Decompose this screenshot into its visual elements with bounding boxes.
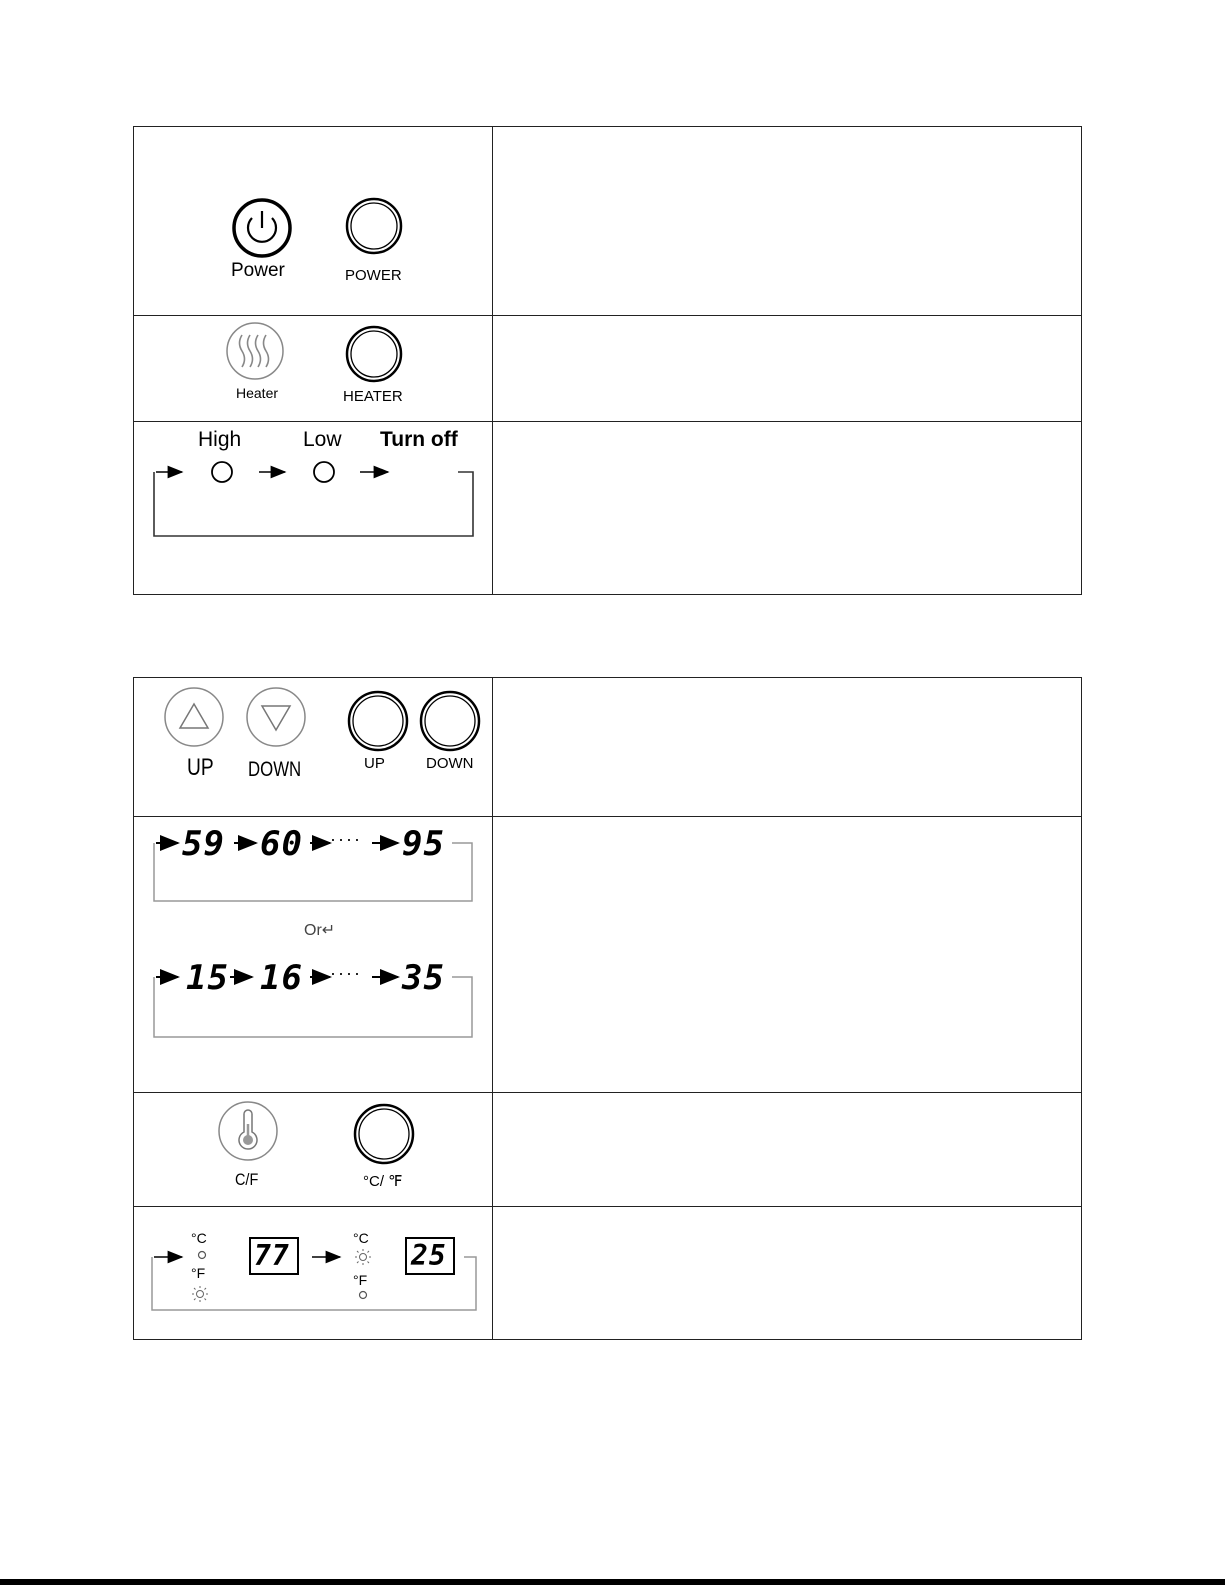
- cycle-low-label: Low: [303, 428, 342, 451]
- heater-cycle-row: [134, 421, 1081, 595]
- unit-cycle-row: [134, 1206, 1081, 1340]
- down-button[interactable]: [419, 690, 481, 752]
- controls-table-2: [133, 677, 1082, 1340]
- power-button-label: POWER: [345, 267, 402, 284]
- heater-cycle-description-cell: [493, 422, 1081, 595]
- cycle-high-label: High: [198, 428, 242, 451]
- or-label: Or↵: [304, 922, 336, 939]
- page-bottom-rule: [0, 1579, 1225, 1585]
- celsius-mark-2: °C: [353, 1230, 369, 1246]
- unit-button-label: °C/ ℉: [363, 1173, 403, 1190]
- unit-icon-label: C/F: [235, 1170, 259, 1189]
- updown-illustration-cell: [134, 678, 493, 816]
- heater-row: [134, 315, 1081, 421]
- heater-button[interactable]: [345, 325, 403, 383]
- down-button-label: DOWN: [426, 755, 474, 772]
- fahrenheit-led-lit-icon: [192, 1286, 208, 1302]
- cycle-off-label: Turn off: [380, 428, 458, 451]
- unit-cycle-description-cell: [493, 1207, 1081, 1340]
- power-icon-label: Power: [231, 260, 285, 281]
- celsius-led-lit-icon: [355, 1249, 371, 1265]
- power-button[interactable]: [345, 197, 403, 255]
- up-button-label: UP: [364, 755, 385, 772]
- updown-description-cell: [493, 678, 1081, 816]
- heater-cycle-illustration-cell: [134, 422, 493, 595]
- temp-c-max-display: 35: [402, 958, 445, 998]
- temperature-range-row: [134, 816, 1081, 1092]
- unit-description-cell: [493, 1093, 1081, 1206]
- high-indicator-icon: [212, 462, 232, 482]
- power-icon: [231, 197, 293, 259]
- temp-f-next-display: 60: [260, 824, 303, 864]
- unit-toggle-button[interactable]: [353, 1103, 415, 1165]
- temperature-range-description-cell: [493, 817, 1081, 1092]
- up-button[interactable]: [347, 690, 409, 752]
- fahrenheit-mark-1: °F: [191, 1265, 206, 1281]
- up-arrow-icon: [163, 686, 225, 748]
- unit-row: [134, 1092, 1081, 1206]
- down-arrow-icon: [245, 686, 307, 748]
- heater-cycle-diagram: [134, 422, 492, 596]
- fahrenheit-mark-2: °F: [353, 1272, 368, 1288]
- temp-c-ellipsis: ····: [330, 963, 362, 983]
- thermometer-icon: [217, 1100, 279, 1162]
- display-value-c: 25: [411, 1239, 447, 1272]
- temp-c-min-display: 15: [186, 958, 229, 998]
- celsius-led-off-icon: [199, 1252, 206, 1259]
- controls-table-1: [133, 126, 1082, 595]
- heater-icon: [225, 321, 285, 381]
- cycle-loop-line: [154, 472, 473, 536]
- heater-icon-label: Heater: [236, 385, 279, 401]
- celsius-mark-1: °C: [191, 1230, 207, 1246]
- up-icon-label: UP: [187, 754, 214, 781]
- heater-description-cell: [493, 316, 1081, 421]
- power-row: [134, 127, 1081, 315]
- power-description-cell: [493, 127, 1081, 315]
- display-value-f: 77: [254, 1239, 290, 1272]
- unit-illustration-cell: [134, 1093, 493, 1206]
- heater-illustration-cell: [134, 316, 493, 421]
- down-icon-label: DOWN: [248, 758, 302, 781]
- power-illustration-cell: [134, 127, 493, 315]
- unit-cycle-diagram: [134, 1207, 492, 1341]
- low-indicator-icon: [314, 462, 334, 482]
- heater-button-label: HEATER: [343, 388, 403, 405]
- unit-cycle-illustration-cell: [134, 1207, 493, 1340]
- temp-f-min-display: 59: [182, 824, 225, 864]
- fahrenheit-led-off-icon: [360, 1292, 367, 1299]
- temperature-range-illustration-cell: [134, 817, 493, 1092]
- temp-f-ellipsis: ····: [330, 829, 362, 849]
- updown-row: [134, 678, 1081, 816]
- temp-f-max-display: 95: [402, 824, 445, 864]
- temp-c-next-display: 16: [260, 958, 303, 998]
